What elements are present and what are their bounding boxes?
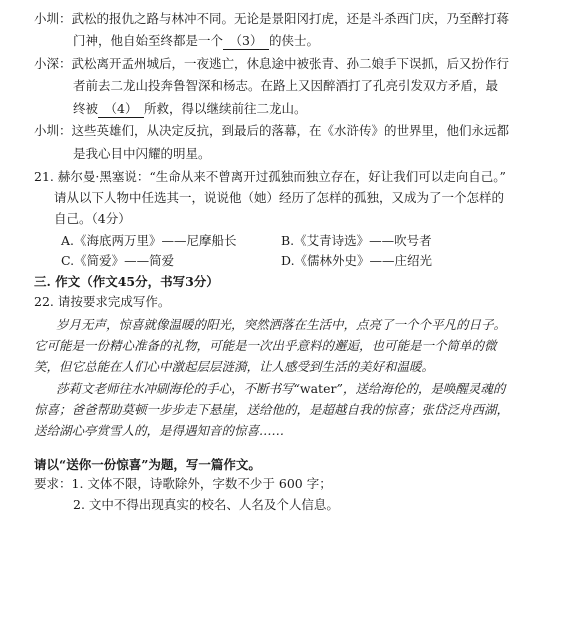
blank-3: （3）	[223, 33, 269, 50]
question-22-intro: 22. 请按要求完成写作。	[34, 294, 171, 309]
blank-4: （4）	[98, 101, 144, 118]
dialogue-line-3: 小深：武松离开孟州城后，一夜逃亡，休息途中被张青、孙二娘手下误抓，后又扮作行	[34, 56, 510, 71]
material-line-3: 笑，但它总能在人们心中激起层层涟漪，让人感受到生活的美好和温暖。	[34, 359, 435, 374]
question-21-line-2: 请从以下人物中任选其一，说说他（她）经历了怎样的孤独，又成为了一个怎样的	[54, 190, 505, 205]
requirement-2: 2. 文中不得出现真实的校名、人名及个人信息。	[73, 497, 339, 512]
option-d: D.《儒林外史》——庄绍光	[281, 253, 433, 268]
writing-task: 请以“送你一份惊喜”为题，写一篇作文。	[34, 457, 261, 472]
dialogue-line-1: 小圳：武松的报仇之路与林冲不同。无论是景阳冈打虎，还是斗杀西门庆，乃至醉打蒋	[34, 11, 510, 26]
material-line-4	[56, 381, 505, 397]
text-segment: 门神，他自始至终都是一个	[73, 33, 224, 48]
text-segment: 终被	[73, 101, 99, 116]
text-segment: ”，送给海伦的，是唤醒灵魂的	[336, 381, 506, 396]
dialogue-line-4: 者前去二龙山投奔鲁智深和杨志。在路上又因醉酒打了孔亮引发双方矛盾，最	[73, 78, 499, 93]
requirement-1: 要求：1. 文体不限，诗歌除外，字数不少于 600 字；	[34, 476, 332, 491]
text-segment: 所救，得以继续前往二龙山。	[144, 101, 307, 116]
quoted-word: water	[299, 381, 337, 396]
option-b: B.《艾青诗选》——吹号者	[281, 233, 432, 248]
dialogue-line-5	[73, 101, 307, 118]
material-line-2: 它可能是一份精心准备的礼物，可能是一次出乎意料的邂逅，也可能是一个简单的微	[34, 338, 497, 353]
material-line-6: 送给湖心亭赏雪人的，是得遇知音的惊喜……	[34, 423, 285, 438]
dialogue-line-6: 小圳：这些英雄们，从决定反抗，到最后的落幕，在《水浒传》的世界里，他们永远都	[34, 123, 510, 138]
question-21-line-1: 21. 赫尔曼·黑塞说：“生命从来不曾离开过孤独而独立存在，好让我们可以走向自己。”	[34, 169, 506, 184]
option-c: C.《简爱》——简爱	[61, 253, 175, 268]
dialogue-line-7: 是我心目中闪耀的明星。	[73, 146, 211, 161]
section-heading: 三. 作文（作文45分，书写3分）	[34, 274, 219, 289]
option-a: A.《海底两万里》——尼摩船长	[61, 233, 237, 248]
material-line-1: 岁月无声，惊喜就像温暖的阳光，突然洒落在生活中，点亮了一个个平凡的日子。	[56, 317, 507, 332]
text-segment: 的侠士。	[269, 33, 320, 48]
question-21-line-3: 自己。（4分）	[54, 211, 131, 226]
text-segment: 莎莉文老师往水冲刷海伦的手心，不断书写“	[56, 381, 300, 396]
material-line-5: 惊喜；爸爸帮助莫顿一步步走下悬崖，送给他的，是超越自我的惊喜；张岱泛舟西湖，	[34, 402, 510, 417]
dialogue-line-2	[73, 33, 319, 50]
